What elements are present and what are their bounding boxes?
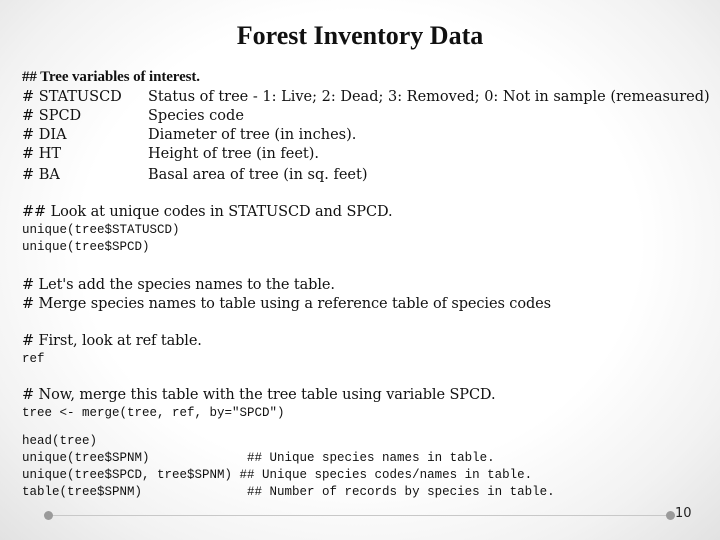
footer-bullet-right-icon: [666, 511, 675, 520]
variable-desc: Height of tree (in feet).: [148, 146, 320, 162]
variable-desc: Diameter of tree (in inches).: [148, 127, 357, 143]
code-line: head(tree): [22, 434, 98, 448]
comment-line: ## Look at unique codes in STATUSCD and SPCD.: [22, 204, 393, 220]
footer-bullet-left-icon: [44, 511, 53, 520]
variable-name: # STATUSCD: [22, 89, 122, 105]
code-line: unique(tree$SPCD, tree$SPNM) ## Unique species codes/names in table.: [22, 468, 533, 482]
code-line: tree <- merge(tree, ref, by="SPCD"): [22, 406, 285, 420]
variable-name: # HT: [22, 146, 62, 162]
footer-divider: [53, 515, 666, 516]
variable-desc: Basal area of tree (in sq. feet): [148, 167, 368, 183]
variable-name: # BA: [22, 167, 60, 183]
code-line: ref: [22, 352, 45, 366]
code-line: unique(tree$STATUSCD): [22, 223, 180, 237]
comment-line: # Merge species names to table using a reference table of species codes: [22, 296, 551, 312]
comment-line: # Now, merge this table with the tree table using variable SPCD.: [22, 387, 496, 403]
variable-desc: Status of tree - 1: Live; 2: Dead; 3: Removed; 0: Not in sample (remeasured): [148, 89, 710, 105]
code-line: table(tree$SPNM) ## Number of records by species in table.: [22, 485, 555, 499]
code-line: unique(tree$SPNM) ## Unique species names in table.: [22, 451, 495, 465]
variable-name: # DIA: [22, 127, 67, 143]
variable-desc: Species code: [148, 108, 244, 124]
variables-header: ## Tree variables of interest.: [22, 69, 200, 85]
comment-line: # Let's add the species names to the table.: [22, 277, 335, 293]
comment-line: # First, look at ref table.: [22, 333, 202, 349]
code-line: unique(tree$SPCD): [22, 240, 150, 254]
page-number: 10: [675, 506, 692, 521]
variable-name: # SPCD: [22, 108, 82, 124]
slide-title: Forest Inventory Data: [236, 21, 484, 50]
